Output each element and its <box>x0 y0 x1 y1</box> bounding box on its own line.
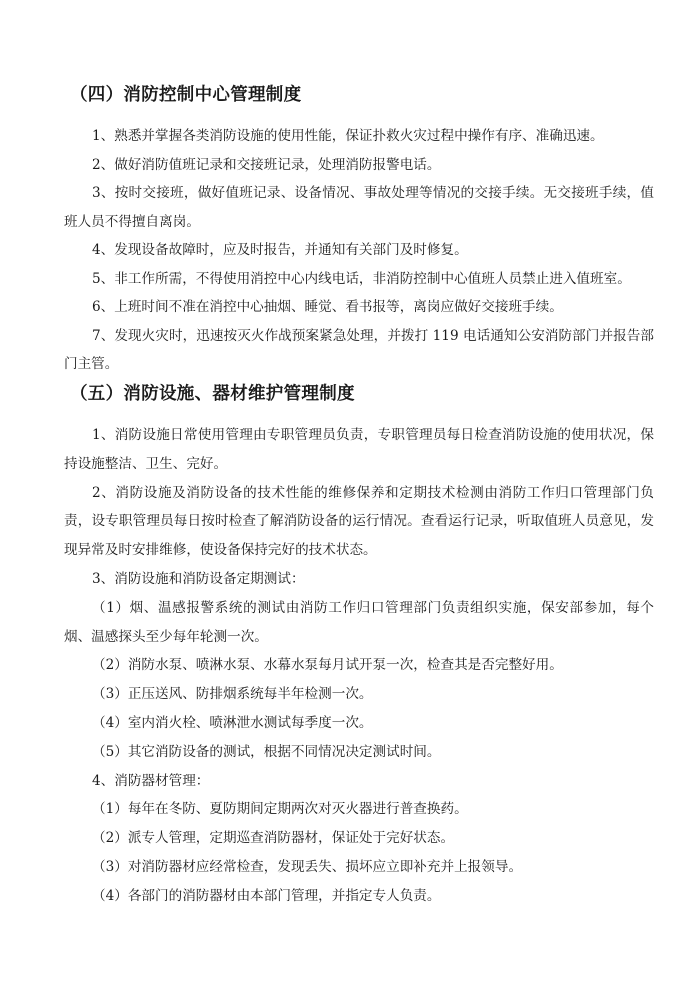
paragraph: （4）室内消火栓、喷淋泄水测试每季度一次。 <box>92 714 373 731</box>
section-equipment-maintenance <box>64 381 654 911</box>
paragraph: 7、发现火灾时，迅速按灭火作战预案紧急处理，并拨打 119 电话通知公安消防部门并报告部门主管。 <box>64 327 654 372</box>
section-title: （四）消防控制中心管理制度 <box>70 85 302 105</box>
paragraph: 4、消防器材管理： <box>92 772 210 789</box>
paragraph: 4、发现设备故障时，应及时报告，并通知有关部门及时修复。 <box>92 242 468 258</box>
paragraph: （4）各部门的消防器材由本部门管理，并指定专人负责。 <box>92 887 441 904</box>
paragraph: 6、上班时间不准在消控中心抽烟、睡觉、看书报等，离岗应做好交接班手续。 <box>92 299 563 315</box>
paragraph: 3、消防设施和消防设备定期测试： <box>92 570 305 587</box>
section-title: （五）消防设施、器材维护管理制度 <box>70 384 355 404</box>
paragraph: 2、消防设施及消防设备的技术性能的维修保养和定期技术检测由消防工作归口管理部门负责，设专职管理员每日按时检查了解消防设备的运行情况。查看运行记录，听取值班人员意见，发现异常及时安排维修，使设备保持完好的技术状态。 <box>64 484 654 559</box>
paragraph: 2、做好消防值班记录和交接班记录，处理消防报警电话。 <box>92 156 441 173</box>
paragraph: （3）对消防器材应经常检查，发现丢失、损坏应立即补充并上报领导。 <box>92 858 523 875</box>
paragraph: （2）消防水泵、喷淋水泵、水幕水泵每月试开泵一次，检查其是否完整好用。 <box>92 657 563 674</box>
paragraph: （1）每年在冬防、夏防期间定期两次对灭火器进行普查换药。 <box>92 801 468 818</box>
paragraph: （5）其它消防设备的测试，根据不同情况决定测试时间。 <box>92 743 441 760</box>
paragraph: （3）正压送风、防排烟系统每半年检测一次。 <box>92 686 373 703</box>
paragraph: （1）烟、温感报警系统的测试由消防工作归口管理部门负责组织实施，保安部参加，每个烟、温感探头至少每年轮测一次。 <box>64 599 654 645</box>
paragraph: 1、熟悉并掌握各类消防设施的使用性能，保证扑救火灾过程中操作有序、准确迅速。 <box>92 128 604 144</box>
paragraph: 3、按时交接班，做好值班记录、设备情况、事故处理等情况的交接手续。无交接班手续，值班人员不得擅自离岗。 <box>64 185 654 230</box>
paragraph: 1、消防设施日常使用管理由专职管理员负责，专职管理员每日检查消防设施的使用状况，保持设施整洁、卫生、完好。 <box>64 427 654 472</box>
section-fire-control-center <box>64 82 654 379</box>
paragraph: 5、非工作所需，不得使用消控中心内线电话，非消防控制中心值班人员禁止进入值班室。 <box>92 270 631 287</box>
paragraph: （2）派专人管理，定期巡查消防器材，保证处于完好状态。 <box>92 830 455 847</box>
